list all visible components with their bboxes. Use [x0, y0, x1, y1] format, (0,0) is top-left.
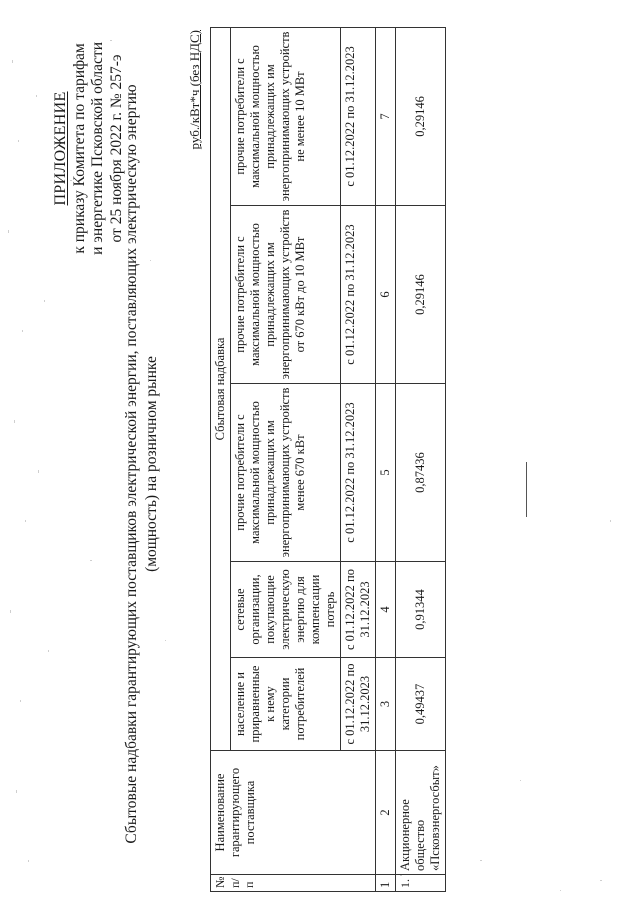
value-network: 0,91344 — [396, 562, 446, 658]
col-name-header: Наименование гарантирующего поставщика — [211, 751, 376, 875]
col-num-2: 2 — [376, 751, 396, 875]
value-over-10mw: 0,29146 — [396, 27, 446, 205]
col-num-7: 7 — [376, 27, 396, 205]
category-5: прочие потребители с максимальной мощностью принадлежащих им энергопринимающих устройств не менее 10 МВт — [231, 27, 341, 205]
period-5: с 01.12.2022 по 31.12.2023 — [341, 27, 376, 205]
separator-line — [526, 462, 527, 517]
col-num-5: 5 — [376, 384, 396, 562]
period-4: с 01.12.2022 по 31.12.2023 — [341, 206, 376, 384]
col-num-3: 3 — [376, 658, 396, 751]
col-num-6: 6 — [376, 206, 396, 384]
annex-line-1: к приказу Комитета по тарифам — [70, 43, 88, 254]
category-4: прочие потребители с максимальной мощностью принадлежащих им энергопринимающих устройств от 670 кВт до 10 МВт — [231, 206, 341, 384]
annex-header — [52, 42, 126, 255]
period-3: с 01.12.2022 по 31.12.2023 — [341, 384, 376, 562]
annex-title: ПРИЛОЖЕНИЕ — [52, 91, 69, 206]
heading-line-1: Сбытовые надбавки гарантирующих поставщиков электрической энергии, поставляющих электрическую энергию — [123, 84, 140, 844]
category-1: население и приравненные к нему категории потребителей — [231, 658, 341, 751]
value-670kw-10mw: 0,29146 — [396, 206, 446, 384]
value-under-670kw: 0,87436 — [396, 384, 446, 562]
category-2: сетевые организации, покупающие электрическую энергию для компенсации потерь — [231, 562, 341, 658]
period-2: с 01.12.2022 по 31.12.2023 — [341, 562, 376, 658]
column-number-row — [376, 27, 396, 891]
value-population: 0,49437 — [396, 658, 446, 751]
heading-line-2: (мощность) на розничном рынке — [143, 356, 160, 572]
category-3: прочие потребители с максимальной мощностью принадлежащих им энергопринимающих устройств менее 670 кВт — [231, 384, 341, 562]
group-header: Сбытовая надбавка — [211, 27, 231, 750]
col-num-4: 4 — [376, 562, 396, 658]
annex-line-2: и энергетике Псковской области — [89, 42, 106, 255]
rotated-page — [30, 12, 610, 892]
tariff-table — [210, 27, 446, 892]
document-heading — [122, 84, 162, 844]
annex-line-3: от 25 ноября 2022 г. № 257-э — [107, 54, 125, 243]
unit-label: руб./кВт*ч (без НДС) — [187, 30, 202, 150]
table-row — [396, 27, 446, 891]
row-no: 1. — [396, 875, 446, 892]
col-no-header: № п/п — [211, 875, 376, 892]
period-1: с 01.12.2022 по 31.12.2023 — [341, 658, 376, 751]
table-header-row — [211, 27, 231, 891]
col-num-1: 1 — [376, 875, 396, 892]
supplier-name: Акционерное общество «Псковэнергосбыт» — [396, 751, 446, 875]
